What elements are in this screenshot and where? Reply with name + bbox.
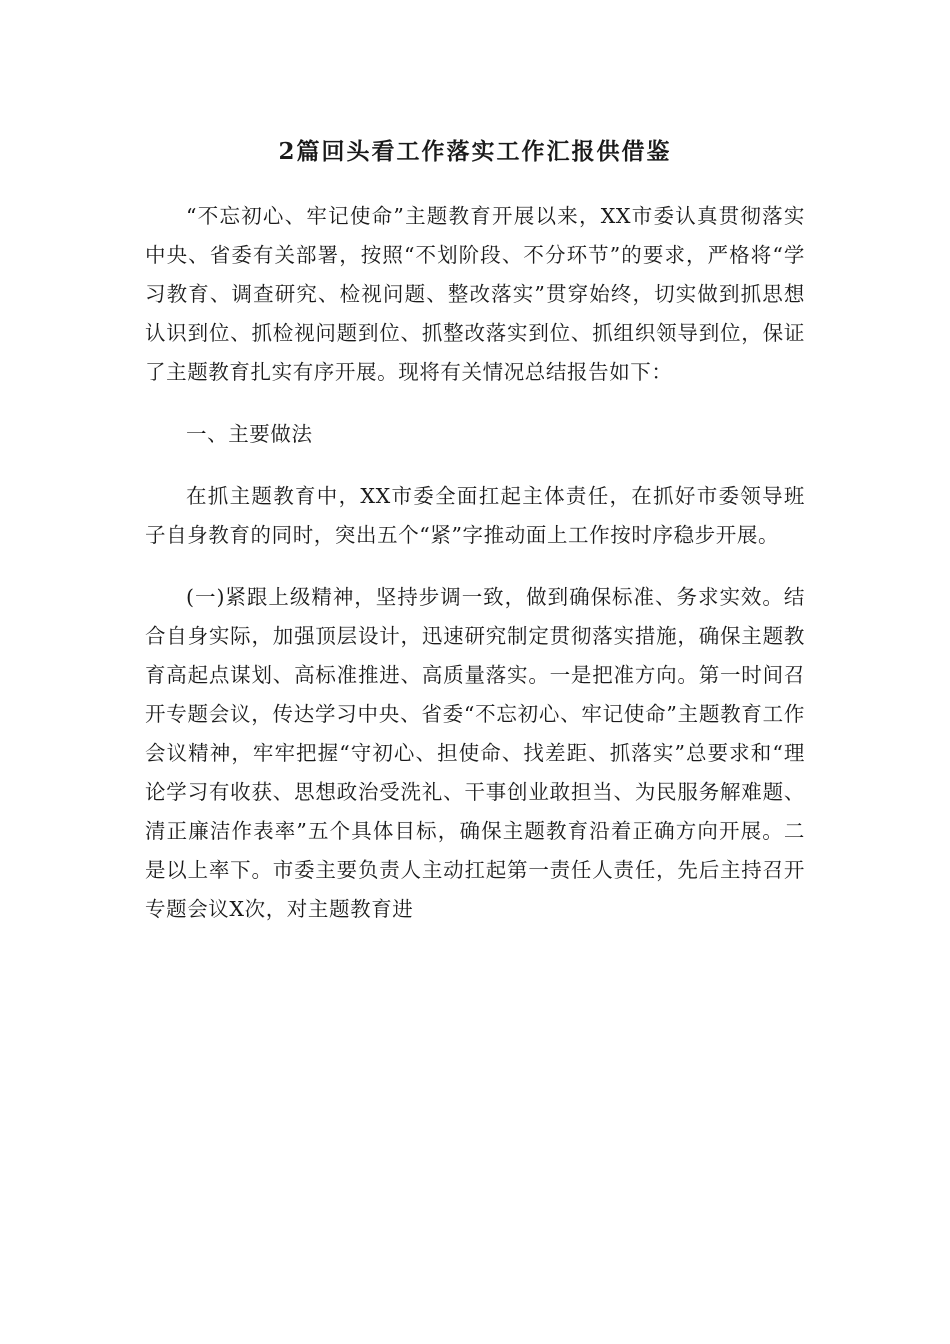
- document-body: [145, 197, 805, 929]
- paragraph-intro: “不忘初心、牢记使命”主题教育开展以来，XX市委认真贯彻落实中央、省委有关部署，按照“不划阶段、不分环节”的要求，严格将“学习教育、调查研究、检视问题、整改落实”贯穿始终，切实做到抓思想认识到位、抓检视问题到位、抓整改落实到位、抓组织领导到位，保证了主题教育扎实有序开展。现将有关情况总结报告如下：: [145, 204, 805, 384]
- document-title: 2篇回头看工作落实工作汇报供借鉴: [278, 138, 672, 165]
- section-heading-main-practices: 一、主要做法: [186, 422, 313, 446]
- paragraph-item-1: (一)紧跟上级精神，坚持步调一致，做到确保标准、务求实效。结合自身实际，加强顶层设计，迅速研究制定贯彻落实措施，确保主题教育高起点谋划、高标准推进、高质量落实。一是把准方向。第一时间召开专题会议，传达学习中央、省委“不忘初心、牢记使命”主题教育工作会议精神，牢牢把握“守初心、担使命、找差距、抓落实”总要求和“理论学习有收获、思想政治受洗礼、干事创业敢担当、为民服务解难题、清正廉洁作表率”五个具体目标，确保主题教育沿着正确方向开展。二是以上率下。市委主要负责人主动扛起第一责任人责任，先后主持召开专题会议X次，对主题教育进: [145, 585, 805, 921]
- paragraph-overview: 在抓主题教育中，XX市委全面扛起主体责任，在抓好市委领导班子自身教育的同时，突出五个“紧”字推动面上工作按时序稳步开展。: [145, 484, 805, 547]
